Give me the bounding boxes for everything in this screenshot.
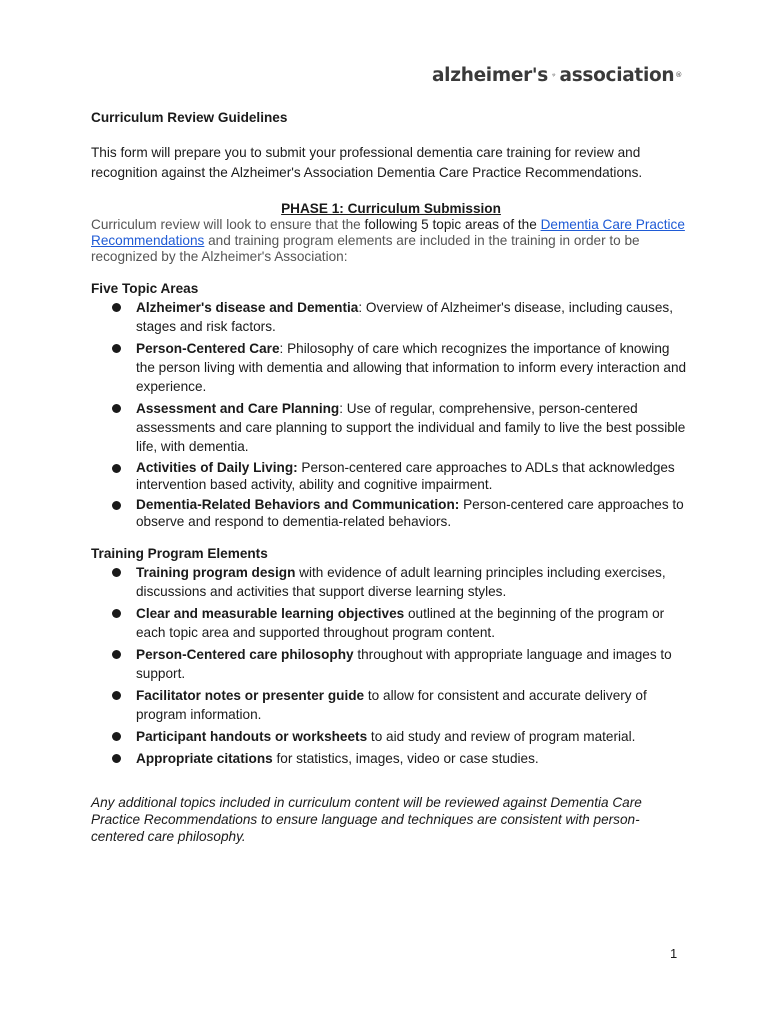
item-text: Person-centered care approaches to ADLs that acknowledges intervention based activity, ability and cognitive impairment. <box>136 460 675 492</box>
bullet-icon <box>112 609 121 618</box>
item-bold: Assessment and Care Planning <box>136 401 340 416</box>
item-text: : Overview of Alzheimer's disease, including causes, stages and risk factors. <box>136 300 673 334</box>
intro-paragraph: This form will prepare you to submit your professional dementia care training for review and recognition against the Alzheimer's Association Dementia Care Practice Recommendations. <box>91 145 643 180</box>
document-body <box>91 110 691 859</box>
topic-areas-list <box>91 298 691 530</box>
program-elements-list <box>91 563 691 768</box>
item-bold: Clear and measurable learning objectives <box>136 606 405 621</box>
item-bold: Activities of Daily Living: <box>136 460 298 475</box>
list-item <box>91 749 691 768</box>
item-text: to aid study and review of program material. <box>367 729 636 744</box>
dementia-care-link[interactable]: Dementia Care Practice Recommendations <box>91 217 685 248</box>
page-title: Curriculum Review Guidelines <box>91 110 288 125</box>
item-bold: Facilitator notes or presenter guide <box>136 688 365 703</box>
phase-text-before: Curriculum review will look to ensure that the <box>91 217 365 232</box>
bullet-icon <box>112 754 121 763</box>
list-item <box>91 686 691 724</box>
list-item <box>91 604 691 642</box>
item-text: to allow for consistent and accurate delivery of program information. <box>136 688 647 722</box>
alzheimers-association-logo <box>432 60 682 90</box>
logo-word-right: association <box>559 64 675 86</box>
program-elements-heading: Training Program Elements <box>91 546 268 561</box>
bullet-icon <box>112 344 121 353</box>
item-bold: Dementia-Related Behaviors and Communication: <box>136 497 460 512</box>
list-item <box>91 339 691 396</box>
bullet-icon <box>112 303 121 312</box>
phase-text-after: and training program elements are included in the training in order to be recognized by the Alzheimer's Association: <box>91 233 640 264</box>
logo-word-left: alzheimer's <box>432 64 548 86</box>
bullet-icon <box>112 404 121 413</box>
item-bold: Appropriate citations <box>136 751 273 766</box>
list-item <box>91 645 691 683</box>
list-item <box>91 563 691 601</box>
bullet-icon <box>112 501 121 510</box>
list-item <box>91 459 691 493</box>
bullet-icon <box>112 650 121 659</box>
bullet-icon <box>112 568 121 577</box>
item-text: with evidence of adult learning principles including exercises, discussions and activities that support diverse learning styles. <box>136 565 666 599</box>
purple-knot-icon <box>552 62 556 88</box>
bullet-icon <box>112 464 121 473</box>
phase-text-dark: following 5 topic areas of the <box>364 217 541 232</box>
item-text: : Philosophy of care which recognizes the importance of knowing the person living with dementia and allowing that information to inform every interaction and experience. <box>136 341 687 394</box>
item-bold: Person-Centered Care <box>136 341 280 356</box>
item-text: throughout with appropriate language and images to support. <box>136 647 672 681</box>
item-text: outlined at the beginning of the program or each topic area and supported throughout program content. <box>136 606 665 640</box>
item-bold: Alzheimer's disease and Dementia <box>136 300 359 315</box>
item-bold: Person-Centered care philosophy <box>136 647 354 662</box>
page-number: 1 <box>670 946 678 961</box>
phase-description <box>91 217 691 265</box>
phase-heading: PHASE 1: Curriculum Submission <box>281 201 501 216</box>
item-bold: Training program design <box>136 565 296 580</box>
closing-note: Any additional topics included in curriculum content will be reviewed against Dementia Care Practice Recommendations to ensure language and techniques are consistent with person-centered care philosophy. <box>91 795 642 844</box>
registered-mark: ® <box>675 71 682 79</box>
list-item <box>91 399 691 456</box>
topic-areas-heading: Five Topic Areas <box>91 281 199 296</box>
item-text: : Use of regular, comprehensive, person-centered assessments and care planning to support the individual and family to live the best possible life, with dementia. <box>136 401 686 454</box>
list-item <box>91 496 691 530</box>
bullet-icon <box>112 732 121 741</box>
item-text: Person-centered care approaches to observe and respond to dementia-related behaviors. <box>136 497 684 529</box>
list-item <box>91 727 691 746</box>
list-item <box>91 298 691 336</box>
item-bold: Participant handouts or worksheets <box>136 729 368 744</box>
item-text: for statistics, images, video or case studies. <box>272 751 539 766</box>
bullet-icon <box>112 691 121 700</box>
